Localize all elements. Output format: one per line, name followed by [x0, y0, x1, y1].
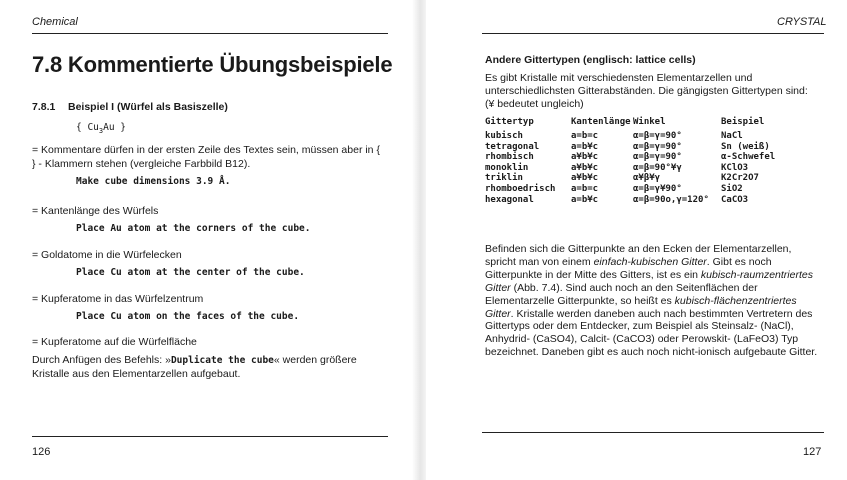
table-row	[485, 152, 801, 163]
table-row	[485, 184, 801, 195]
cell-angle: α=β=90o,γ=120°	[633, 194, 709, 205]
cell-example: CaCO3	[721, 194, 749, 205]
closing-suffix: « werden größere Kristalle aus den Elementarzellen aufgebaut.	[32, 354, 357, 380]
table-row	[485, 173, 801, 184]
cell-type: kubisch	[485, 131, 523, 141]
closing-prefix: Durch Anfügen des Befehls: »	[32, 354, 171, 366]
table-row	[485, 131, 801, 142]
lattice-body	[485, 243, 820, 359]
body-text-3: (Abb. 7.4). Sind auch noch an den Seitenflächen der Elementarzelle Gitterpunkte, so heißt es	[485, 281, 758, 307]
lattice-intro: Es gibt Kristalle mit verschiedensten Elementarzellen und unterschiedlichsten Gitterabständen. Die gängigsten Gittertypen sind: (¥ bedeutet ungleich)	[485, 72, 808, 110]
header-gittertyp: Gittertyp	[485, 117, 534, 127]
footer-rule-right	[482, 432, 824, 433]
cell-example: KClO3	[721, 162, 749, 173]
closing-paragraph	[32, 354, 384, 381]
lattice-heading: Andere Gittertypen (englisch: lattice cells)	[485, 54, 696, 66]
running-head-right: CRYSTAL	[777, 16, 827, 28]
body-text-4: . Kristalle werden daneben auch nach bestimmten Vertretern des Gittertyps oder dem Entdecker, zum Beispiel als Steinsalz- (NaCl), Anhydrid- (CaSO4), Calcit- (CaCO3) oder Perowskit- (LaFeO3) Typ bezeichnet. Daneben gibt es auch noch nicht-ionisch aufgebaute Gitter.	[485, 307, 818, 359]
section-number: 7.8.1	[32, 101, 56, 113]
cell-example: NaCl	[721, 131, 743, 141]
cell-example: Sn (weiß)	[721, 141, 770, 152]
cell-angle: α=β=γ=90°	[633, 152, 682, 163]
cell-type: rhombisch	[485, 152, 534, 163]
table-row	[485, 142, 801, 153]
cmd-place-cu-faces: Place Cu atom on the faces of the cube.	[76, 311, 300, 322]
cell-edge: a=b=c	[571, 183, 599, 194]
header-beispiel: Beispiel	[721, 117, 765, 127]
cell-edge: a=b=c	[571, 131, 599, 141]
lattice-table	[485, 117, 801, 205]
section-title: Beispiel I (Würfel als Basiszelle)	[68, 101, 228, 113]
cell-edge: a¥b¥c	[571, 173, 599, 184]
cell-angle: α=β=γ=90°	[633, 131, 682, 141]
header-rule-left	[32, 33, 388, 34]
cell-type: monoklin	[485, 162, 529, 173]
header-winkel: Winkel	[633, 117, 666, 127]
cell-type: tetragonal	[485, 141, 540, 152]
section-heading	[32, 101, 228, 113]
cell-angle: α¥β¥γ	[633, 173, 661, 184]
closing-command: Duplicate the cube	[170, 355, 274, 366]
cell-type: triklin	[485, 173, 523, 184]
footer-rule-left	[32, 436, 388, 437]
cmd-place-au: Place Au atom at the corners of the cube.	[76, 223, 311, 234]
table-row	[485, 195, 801, 206]
item-gold-atoms: = Goldatome in die Würfelecken	[32, 249, 182, 261]
cell-edge: a=b¥c	[571, 194, 599, 205]
running-head-left: Chemical	[32, 16, 78, 28]
cell-example: K2Cr2O7	[721, 173, 759, 184]
body-text-1: Befinden sich die Gitterpunkte an den Ecken der Elementarzellen, spricht man von einem	[485, 243, 792, 268]
cell-example: SiO2	[721, 183, 743, 194]
item-edge-length: = Kantenlänge des Würfels	[32, 205, 159, 217]
cmd-dimensions: Make cube dimensions 3.9 Å.	[76, 176, 231, 187]
table-row	[485, 163, 801, 174]
cmd-place-cu-center: Place Cu atom at the center of the cube.	[76, 267, 305, 278]
item-copper-center: = Kupferatome in das Würfelzentrum	[32, 293, 204, 305]
cell-edge: a¥b¥c	[571, 162, 599, 173]
chapter-title: 7.8 Kommentierte Übungsbeispiele	[32, 52, 393, 77]
term-bcc: kubisch-raumzentriertes Gitter	[485, 268, 813, 294]
cell-edge: a=b¥c	[571, 141, 599, 152]
term-simple-cubic: einfach-kubischen Gitter	[593, 255, 707, 268]
book-gutter	[412, 0, 426, 480]
cell-angle: α=β=90°¥γ	[633, 162, 682, 173]
cell-type: rhomboedrisch	[485, 183, 556, 194]
cell-angle: α=β=γ=90°	[633, 141, 682, 152]
page-number-left: 126	[32, 446, 51, 458]
left-page	[0, 0, 412, 480]
table-header-row	[485, 117, 801, 131]
page-number-right: 127	[803, 446, 822, 458]
term-fcc: kubisch-flächenzentriertes Gitter	[485, 294, 797, 320]
header-kantenlaenge: Kantenlänge	[571, 117, 631, 127]
header-rule-right	[482, 33, 824, 34]
cell-example: α-Schwefel	[721, 152, 776, 163]
formula-line: { $Cu_3Au$ }	[76, 122, 126, 135]
cell-angle: α=β=γ¥90°	[633, 183, 682, 194]
comment-text: = Kommentare dürfen in der ersten Zeile des Textes sein, müssen aber in { } - Klammern stehen (vergleiche Farbbild B12).	[32, 144, 380, 170]
item-copper-faces: = Kupferatome auf die Würfelfläche	[32, 336, 197, 348]
body-text-2: . Gibt es noch Gitterpunkte in der Mitte des Gitters, ist es ein	[485, 255, 772, 281]
cell-type: hexagonal	[485, 194, 534, 205]
cell-edge: a¥b¥c	[571, 152, 599, 163]
